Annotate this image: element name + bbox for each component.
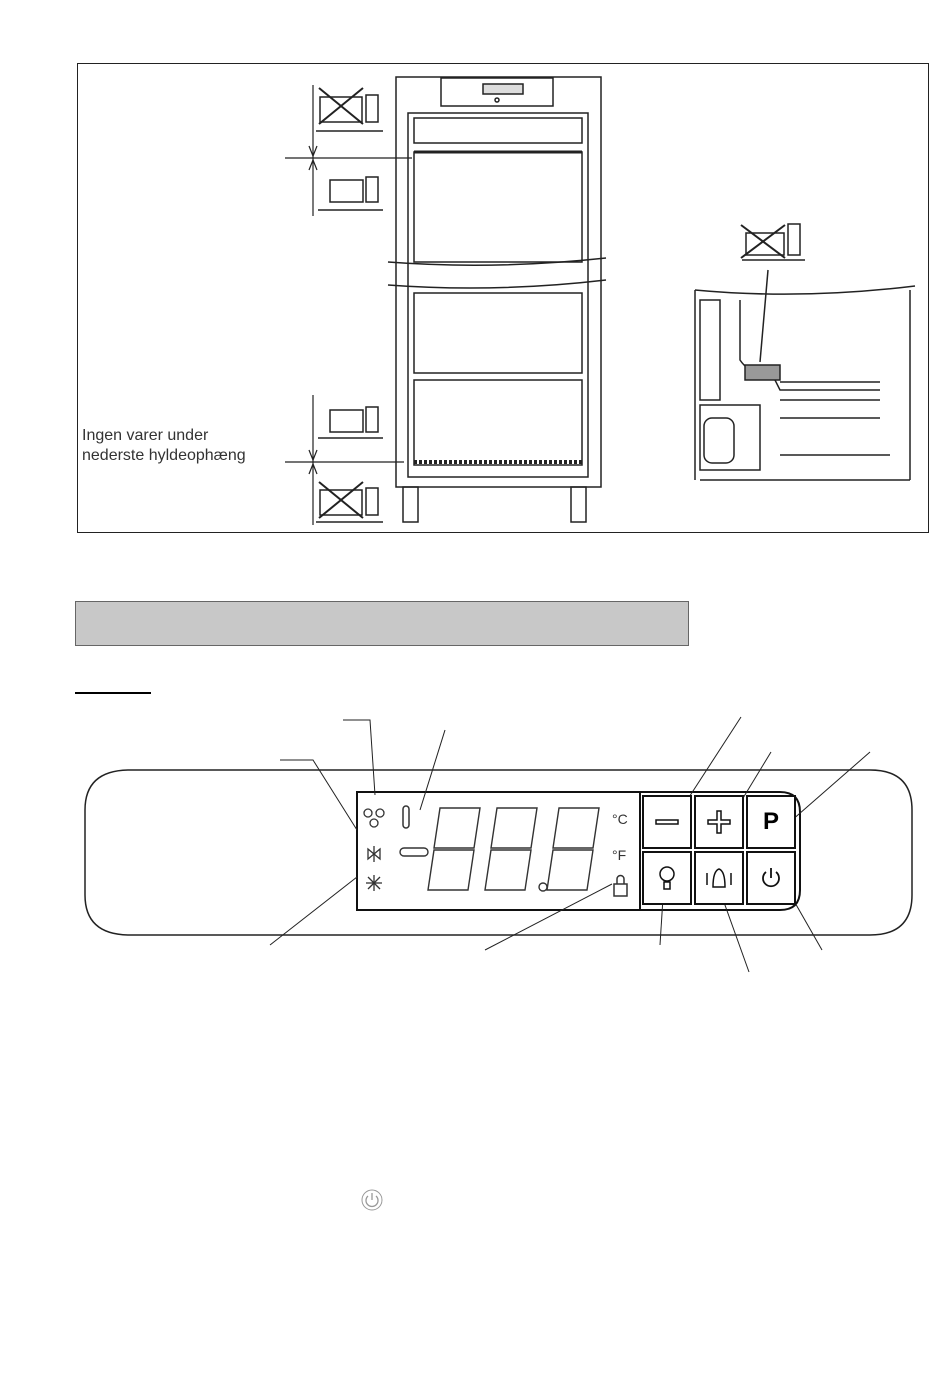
plus-button[interactable] [694,795,744,849]
no-items-top-icon [316,88,383,131]
cutaway-diagram [695,270,915,480]
power-button[interactable] [746,851,796,905]
plus-icon [706,809,732,835]
p-letter-icon: P [762,808,779,835]
allowed-items-bottom-icon [318,407,383,438]
alarm-button[interactable] [694,851,744,905]
cabinet-outline [396,77,601,487]
subheading-underline [75,692,151,694]
light-bulb-icon [654,863,680,893]
unit-fahrenheit: °F [612,847,627,863]
power-icon [360,1188,384,1212]
no-items-cutaway-icon [741,224,805,260]
no-items-bottom-icon [316,482,383,522]
alarm-bell-icon [702,863,736,893]
shelf-note: Ingen varer under nederste hyldeophæng [82,427,246,464]
program-button[interactable] [746,795,796,849]
section-heading-bar [75,601,689,646]
allowed-items-top-icon [318,177,383,210]
light-button[interactable] [642,851,692,905]
power-icon [758,865,784,891]
minus-button[interactable] [642,795,692,849]
minus-icon [654,809,680,835]
unit-celsius: °C [612,811,628,827]
control-panel [0,700,950,990]
refrigerator-diagram [0,0,950,560]
compressor-snowflake-icon [366,875,382,891]
